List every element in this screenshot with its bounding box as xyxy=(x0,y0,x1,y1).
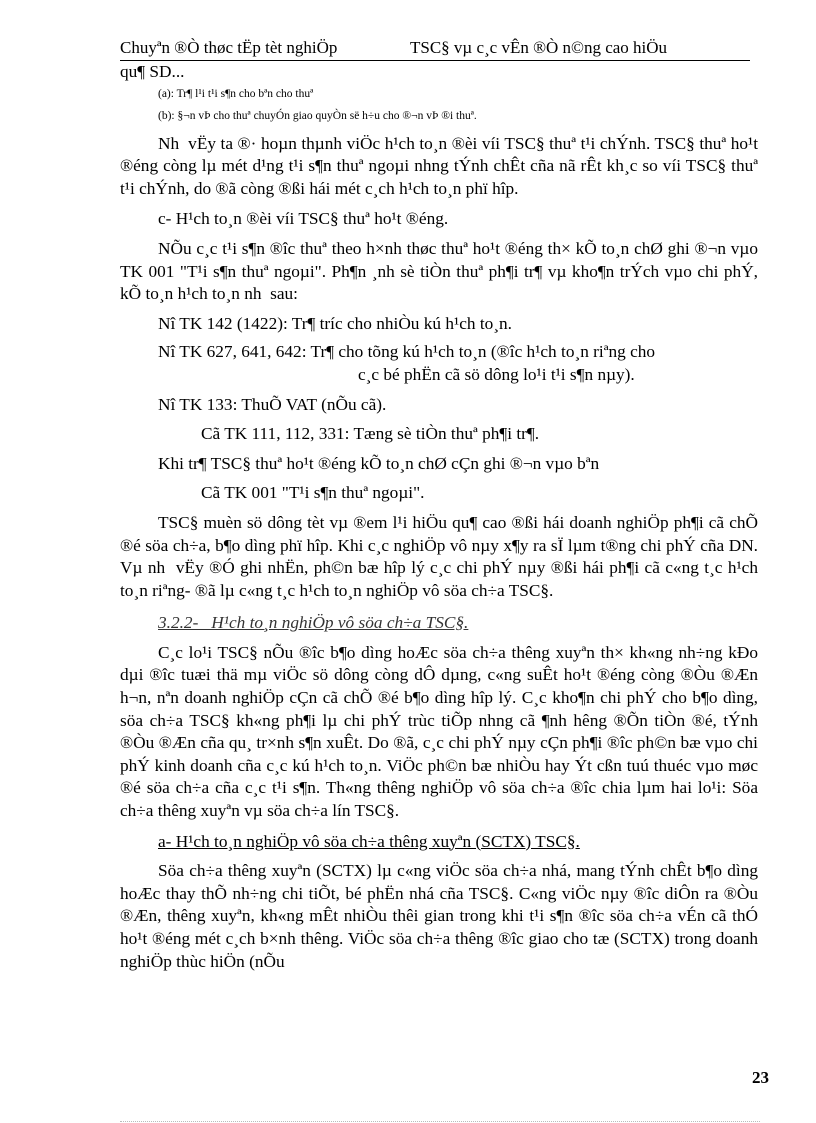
heading-operating-lease: c- H¹ch to¸n ®èi víi TSC§ thuª ho¹t ®éng. xyxy=(158,209,449,229)
page-number: 23 xyxy=(752,1068,769,1087)
section-heading-322: 3.2.2- H¹ch to¸n nghiÖp vô söa ch÷a TSC§. xyxy=(158,613,469,633)
entry-debit-142: Nî TK 142 (1422): Tr¶ tríc cho nhiÒu kú h¹ch to¸n. xyxy=(158,313,512,333)
header-right-title: TSC§ vµ c¸c vÊn ®Ò n©ng cao hiÖu xyxy=(410,38,668,57)
entry-debit-627-line1: Nî TK 627, 641, 642: Tr¶ cho tõng kú h¹ch to¸n (®îc h¹ch to¸n riªng cho xyxy=(158,342,656,362)
entry-credit-111: Cã TK 111, 112, 331: Tæng sè tiÒn thuª ph¶i tr¶. xyxy=(201,424,540,444)
paragraph-finance-lease-summary: Nh vËy ta ®· hoµn thµnh viÖc h¹ch to¸n ®èi víi TSC§ thuª t¹i chÝnh. TSC§ thuª ho¹t ®éng còng lµ mét d¹ng t¹i s¶n thuª ngoµi nhng tÝnh chÊt cña nã rÊt kh¸c so víi TSC§ thuª t¹i chÝnh, do ®ã còng ®ßi hái mét c¸ch h¹ch to¸n phï hîp. xyxy=(120,133,758,198)
body-text xyxy=(120,61,758,973)
subheading-regular-repair: a- H¹ch to¸n nghiÖp vô söa ch÷a thêng xuyªn (SCTX) TSC§. xyxy=(158,831,580,851)
note-a: (a): Tr¶ l¹i t¹i s¶n cho bªn cho thuª xyxy=(158,87,314,100)
entry-debit-627-line2: c¸c bé phËn cã sö dông lo¹i t¹i s¶n nµy). xyxy=(358,364,635,384)
entry-debit-133: Nî TK 133: ThuÕ VAT (nÕu cã). xyxy=(158,394,387,414)
paragraph-operating-lease: NÕu c¸c t¹i s¶n ®îc thuª theo h×nh thøc thuª ho¹t ®éng th× kÕ to¸n chØ ghi ®¬n vµo TK 001 "T¹i s¶n thuª ngoµi". Ph¶n ¸nh sè tiÒn thuª ph¶i tr¶ vµ kho¶n trÝch vµo chi phÝ, kÕ to¸n h¹ch to¸n nh sau: xyxy=(120,238,758,304)
paragraph-repair-intro: TSC§ muèn sö dông tèt vµ ®em l¹i hiÖu qu¶ cao ®ßi hái doanh nghiÖp ph¶i cã chÕ ®é söa ch÷a, b¶o dìng phï hîp. Khi c¸c nghiÖp vô nµy x¶y ra sÏ lµm t®ng chi phÝ cña DN. Vµ nh vËy ®Ó ghi nhËn, ph©n bæ hîp lý c¸c chi phÝ nµy ®ßi hái ph¶i cã c«ng t¸c h¹ch to¸n riªng- ®ã lµ c«ng t¸c h¹ch to¸n nghiÖp vô söa ch÷a TSC§. xyxy=(120,512,758,600)
entry-debit-627 xyxy=(120,341,758,386)
running-header xyxy=(120,38,750,58)
entry-credit-001: Cã TK 001 "T¹i s¶n thuª ngoµi". xyxy=(201,483,425,503)
note-b: (b): §¬n vÞ cho thuª chuyÓn giao quyÒn së h÷u cho ®¬n vÞ ®i thuª. xyxy=(158,109,477,122)
header-continuation: qu¶ SD... xyxy=(120,62,185,81)
paragraph-regular-repair: Söa ch÷a thêng xuyªn (SCTX) lµ c«ng viÖc söa ch÷a nhá, mang tÝnh chÊt b¶o dìng hoÆc thay thÕ nh÷ng chi tiÕt, bé phËn nhá cña TSC§. C«ng viÖc nµy ®îc diÔn ra ®Òu ®Æn, thêng xuyªn, kh«ng mÊt nhiÒu thêi gian trong khi t¹i s¶n ®îc söa ch÷a vÉn cã thÓ ho¹t ®éng mét c¸ch b×nh thêng. ViÖc söa ch÷a thêng ®îc giao cho tæ (SCTX) trong doanh nghiÖp thùc hiÖn (nÕu xyxy=(120,861,758,971)
entry-return-asset: Khi tr¶ TSC§ thuª ho¹t ®éng kÕ to¸n chØ cÇn ghi ®¬n vµo bªn xyxy=(158,453,600,473)
paragraph-repair-types: C¸c lo¹i TSC§ nÕu ®îc b¶o dìng hoÆc söa ch÷a thêng xuyªn th× kh«ng nh÷ng kÐo dµi ®îc tuæi thä mµ viÖc sö dông còng dÔ dµng, c«ng suÊt ho¹t ®éng còng ®Òu ®Æn h¬n, nªn doanh nghiÖp cÇn cã chÕ ®é b¶o dìng hîp lý. C¸c kho¶n chi phÝ cho b¶o dìng, söa ch÷a TSC§ kh«ng ph¶i lµ chi phÝ trùc tiÕp nhng cã ¶nh hêng ®Õn tiÒn ®é, tÝnh ®Òu ®Æn cña qu¸ tr×nh s¶n xuÊt. Do ®ã, c¸c chi phÝ nµy cÇn ph¶i ®îc ph©n bæ vµo chi phÝ kinh doanh cña c¸c kú h¹ch to¸n. ViÖc ph©n bæ nhiÒu hay Ýt cßn tuú thuéc vµo møc ®é söa ch÷a cña c¸c t¹i s¶n. Th«ng thêng nghiÖp vô söa ch÷a ®îc chia lµm hai lo¹i: Söa ch÷a thêng xuyªn vµ söa ch÷a lín TSC§. xyxy=(120,642,758,821)
header-left-title: Chuyªn ®Ò thøc tËp tèt nghiÖp xyxy=(120,38,338,57)
